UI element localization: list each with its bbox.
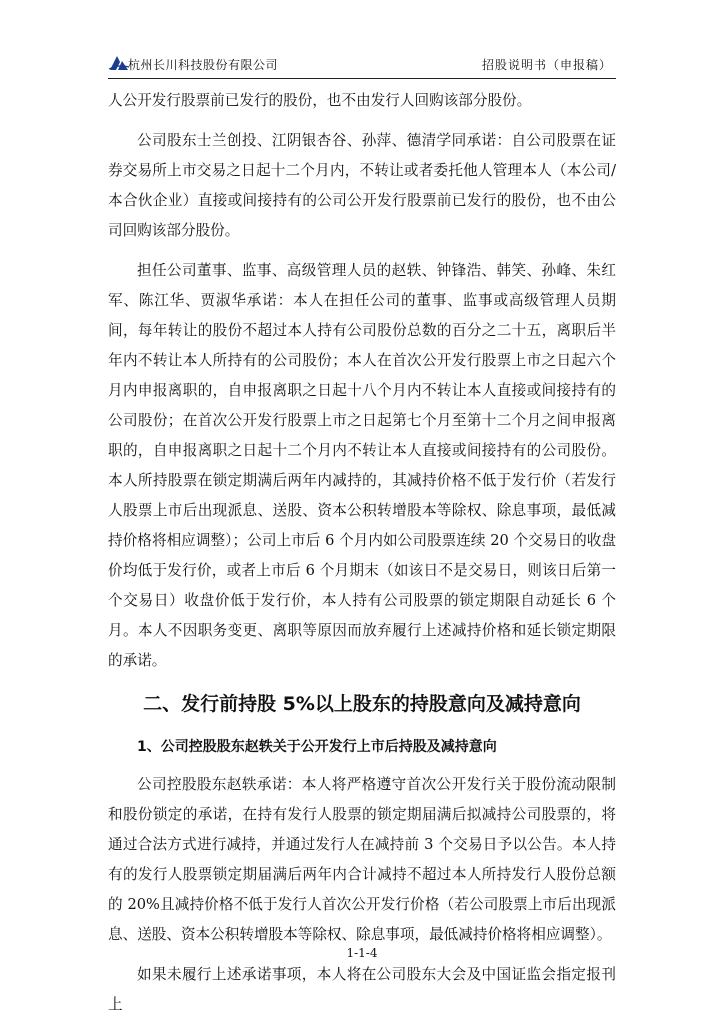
document-body (108, 86, 616, 1030)
subsection-heading: 1、公司控股股东赵轶关于公开发行上市后持股及减持意向 (137, 739, 497, 755)
company-logo-icon (108, 52, 130, 74)
company-name: 杭州长川科技股份有限公司 (128, 58, 279, 72)
section-heading: 二、发行前持股 5%以上股东的持股意向及减持意向 (143, 693, 581, 715)
paragraph-breach-consequence: 如果未履行上述承诺事项，本人将在公司股东大会及中国证监会指定报刊上 (108, 966, 616, 1013)
paragraph-controlling-shareholder: 公司控股股东赵轶承诺：本人将严格遵守首次公开发行关于股份流动限制和股份锁定的承诺，在持有发行人股票的锁定期届满后拟减持公司股票的，将通过合法方式进行减持，并通过发行人在减持前 3 个交易日予以公告。本人持有的发行人股票锁定期届满后两年内合计减持不超过本人所持发行人股份总额的 20%且减持价格不低于发行人首次公开发行价格（若公司股票上市后出现派息、送股、资本公积转增股本等除权、除息事项，最低减持价格将相应调整）。 (108, 776, 616, 943)
page-number: 1-1-4 (346, 946, 378, 960)
paragraph-continuation: 人公开发行股票前已发行的股份，也不由发行人回购该部分股份。 (108, 92, 532, 109)
paragraph-shareholder-commitment: 公司股东士兰创投、江阴银杏谷、孙萍、德清学同承诺：自公司股票在证券交易所上市交易之日起十二个月内，不转让或者委托他人管理本人（本公司/本合伙企业）直接或间接持有的公司公开发行股票前已发行的股份，也不由公司回购该部分股份。 (108, 132, 616, 239)
document-title: 招股说明书（申报稿） (481, 58, 612, 72)
paragraph-executive-commitment: 担任公司董事、监事、高级管理人员的赵轶、钟锋浩、韩笑、孙峰、朱红军、陈江华、贾淑华承诺：本人在担任公司的董事、监事或高级管理人员期间，每年转让的股份不超过本人持有公司股份总数的百分之二十五，离职后半年内不转让本人所持有的公司股份；本人在首次公开发行股票上市之日起六个月内申报离职的，自申报离职之日起十八个月内不转让本人直接或间接持有的公司股份；在首次公开发行股票上市之日起第七个月至第十二个月之间申报离职的，自申报离职之日起十二个月内不转让本人直接或间接持有的公司股份。本人所持股票在锁定期满后两年内减持的，其减持价格不低于发行价（若发行人股票上市后出现派息、送股、资本公积转增股本等除权、除息事项，最低减持价格将相应调整）；公司上市后 6 个月内如公司股票连续 20 个交易日的收盘价均低于发行价，或者上市后 6 个月期末（如该日不是交易日，则该日后第一个交易日）收盘价低于发行价，本人持有公司股票的锁定期限自动延长 6 个月。本人不因职务变更、离职等原因而放弃履行上述减持价格和延长锁定期限的承诺。 (108, 262, 616, 669)
page-header (108, 50, 616, 79)
